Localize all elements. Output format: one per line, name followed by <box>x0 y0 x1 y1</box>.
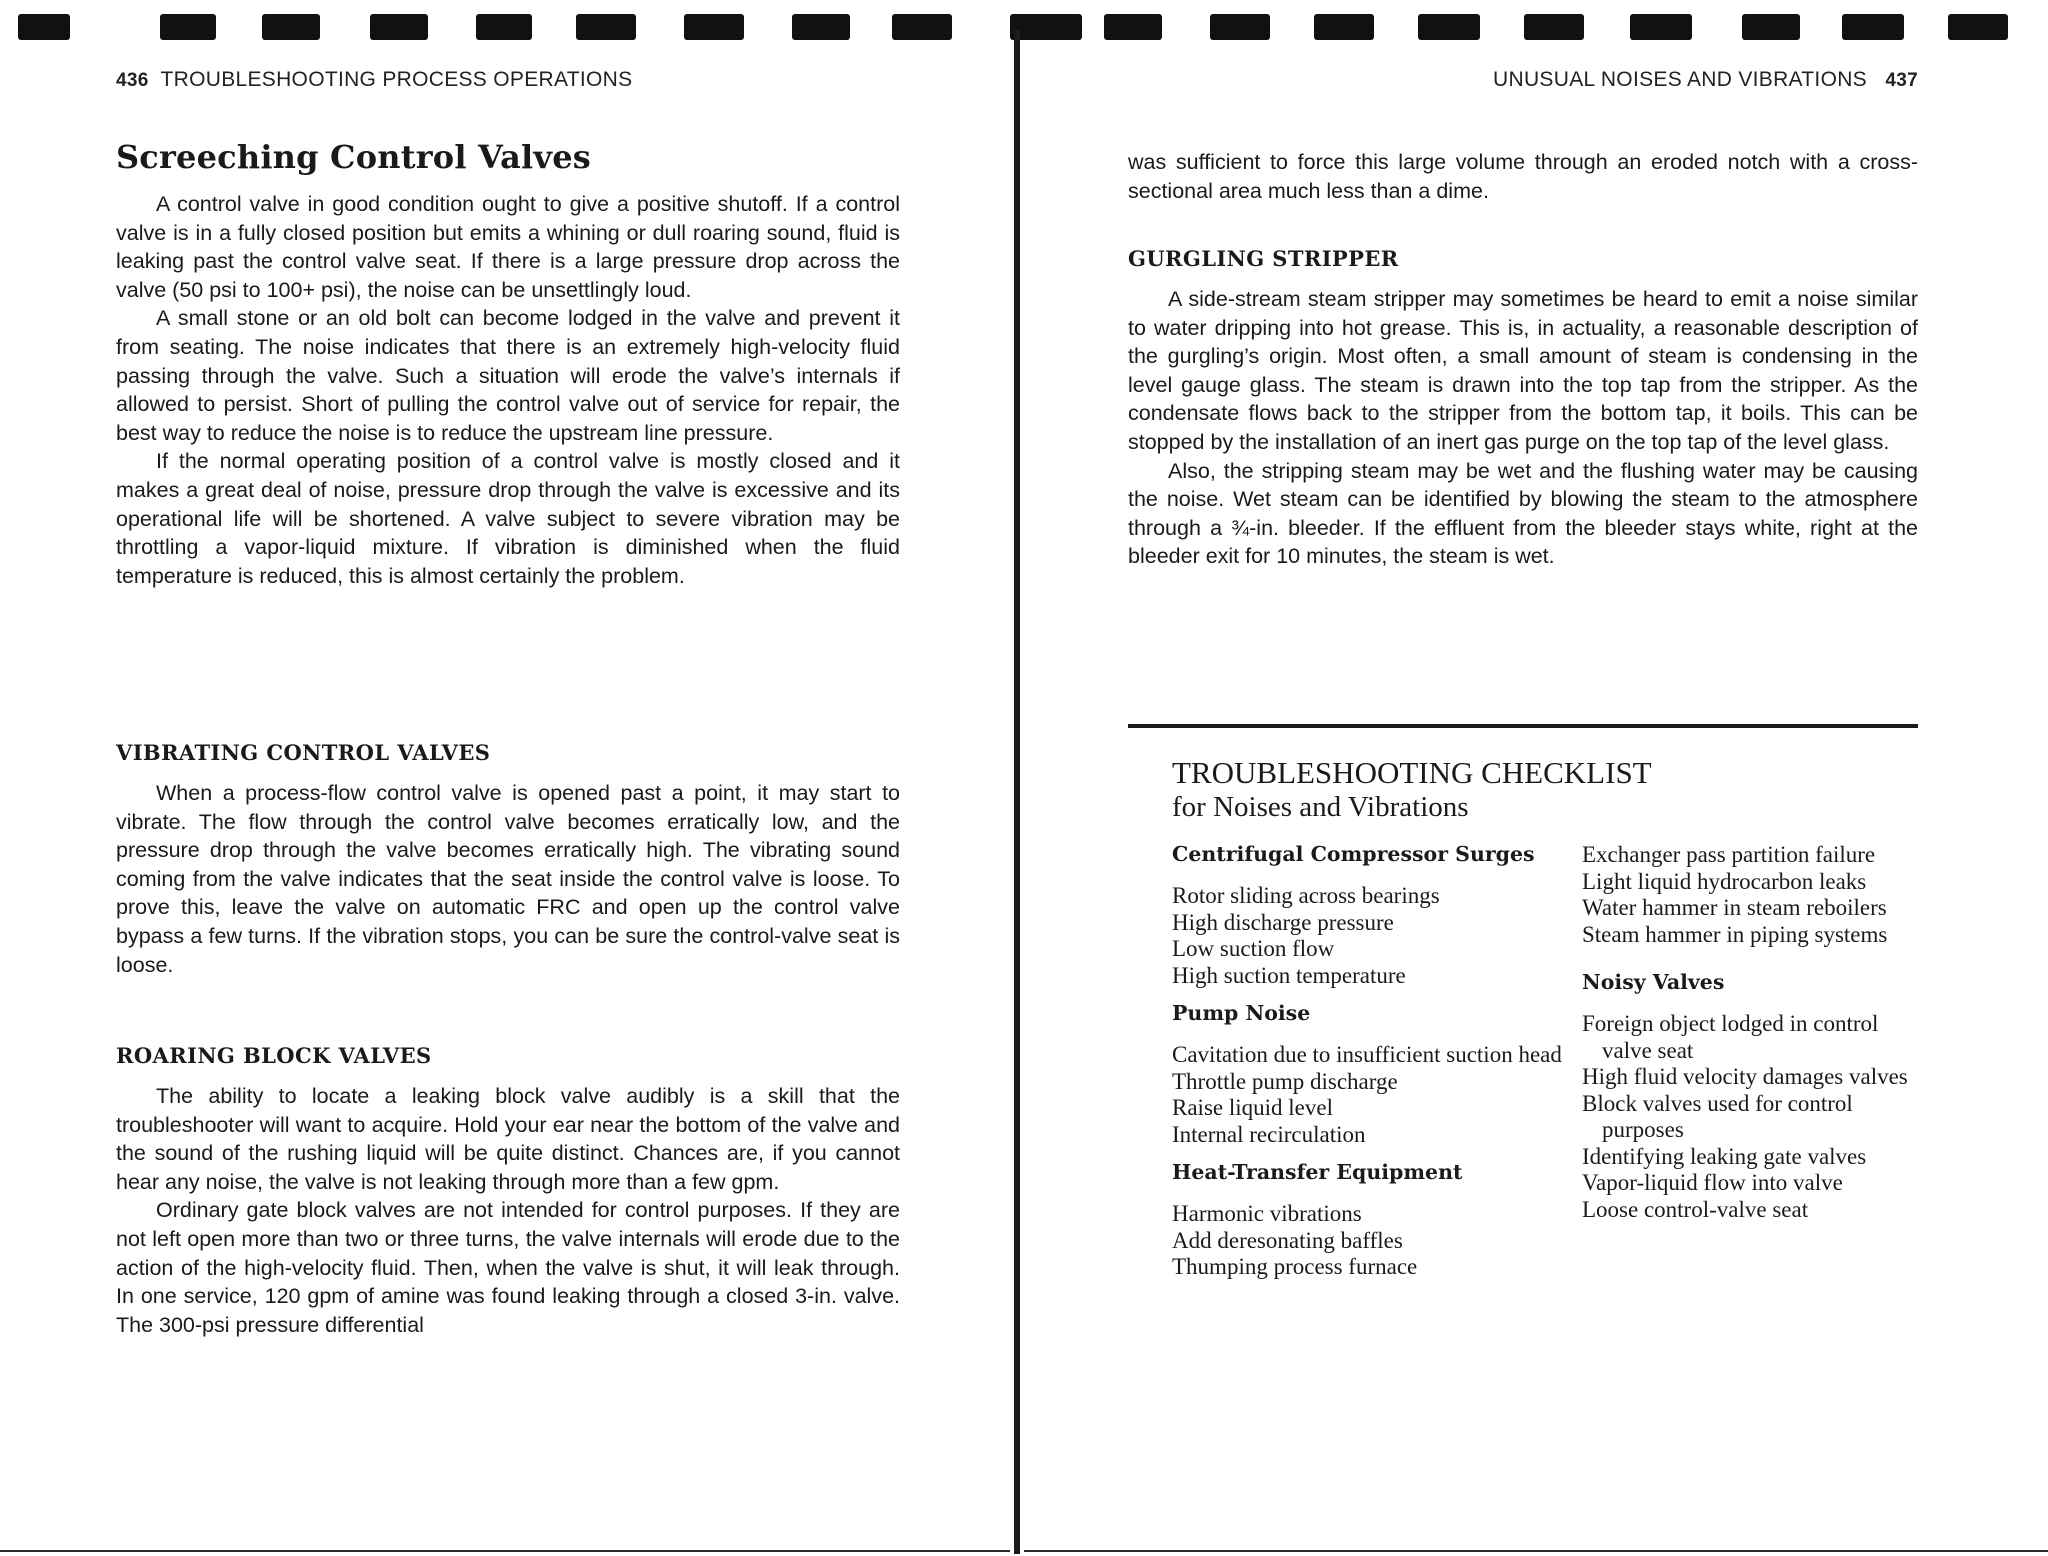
binding-hole <box>892 14 952 40</box>
checklist-group-heading: Pump Noise <box>1172 1001 1311 1025</box>
section-vibrating <box>116 740 900 979</box>
checklist-item: Loose control-valve seat <box>1582 1196 1809 1222</box>
checklist-item: Rotor sliding across bearings <box>1172 883 1440 908</box>
checklist-item: Thumping process furnace <box>1172 1254 1418 1279</box>
running-head <box>116 68 632 92</box>
checklist-item: Vapor-liquid flow into valve <box>1582 1170 1843 1195</box>
paragraph: When a process-flow control valve is opened past a point, it may start to vibrate. The flow through the control valve becomes erratically low, and the pressure drop through the valve becomes erratically high. The vibrating sound coming from the valve indicates that the seat inside the control valve is loose. To prove this, leave the valve on automatic FRC and open up the control valve bypass a few turns. If the vibration stops, you can be sure the control-valve seat is loose. <box>116 781 900 977</box>
checklist-item: Internal recirculation <box>1172 1121 1366 1147</box>
paragraph: A small stone or an old bolt can become lodged in the valve and prevent it from seating. The noise indicates that there is an extremely high-velocity fluid passing through the valve. Such a situation will erode the valve’s internals if allowed to persist. Short of pulling the control valve out of service for repair, the best way to reduce the noise is to reduce the upstream line pressure. <box>116 306 900 445</box>
checklist-item: Foreign object lodged in control valve seat <box>1582 1011 1879 1063</box>
checklist-item: High discharge pressure <box>1172 909 1394 935</box>
page-number: 437 <box>1885 70 1918 91</box>
checklist-group-heading: Noisy Valves <box>1582 970 1725 994</box>
subsection-title: GURGLING STRIPPER <box>1128 246 1399 271</box>
page-number: 436 <box>116 70 149 91</box>
section-screeching <box>116 138 900 590</box>
section-gurgling <box>1128 246 1918 571</box>
subsection-title: ROARING BLOCK VALVES <box>116 1043 432 1068</box>
checklist-item: Water hammer in steam reboilers <box>1582 895 1887 920</box>
running-head-text: UNUSUAL NOISES AND VIBRATIONS <box>1493 68 1867 91</box>
checklist-item: Light liquid hydrocarbon leaks <box>1582 868 1867 894</box>
checklist-item: Harmonic vibrations <box>1172 1201 1362 1226</box>
checklist-item: Steam hammer in piping systems <box>1582 921 1888 947</box>
paragraph: If the normal operating position of a control valve is mostly closed and it makes a great deal of noise, pressure drop through the valve is excessive and its operational life will be shortened. A valve subject to severe vibration may be throttling a vapor-liquid mixture. If vibration is diminished when the fluid temperature is reduced, this is almost certainly the problem. <box>116 449 900 588</box>
left-page <box>116 0 900 1556</box>
checklist-item: Block valves used for control purposes <box>1582 1090 1853 1142</box>
checklist-item: High suction temperature <box>1172 962 1406 988</box>
checklist-subtitle: for Noises and Vibrations <box>1172 791 1469 823</box>
running-head <box>1493 68 1918 92</box>
section-roaring <box>116 1043 900 1339</box>
paragraph: Ordinary gate block valves are not intended for control purposes. If they are not left open more than two or three turns, the valve internals will erode due to the action of the high-velocity fluid. Then, when the valve is shut, it will leak through. In one service, 120 gpm of amine was found leaking through a closed 3-in. valve. The 300-psi pressure differential <box>116 1198 900 1337</box>
checklist-item: High fluid velocity damages valves <box>1582 1064 1908 1089</box>
paragraph: The ability to locate a leaking block valve audibly is a skill that the troubleshooter will want to acquire. Hold your ear near the bottom of the valve and the sound of the rushing liquid will be quite distinct. Chances are, if you cannot hear any noise, the valve is not leaking through more than a few gpm. <box>116 1084 900 1194</box>
checklist-group-heading: Heat-Transfer Equipment <box>1172 1160 1463 1184</box>
paragraph: A control valve in good condition ought to give a positive shutoff. If a control valve is in a fully closed position but emits a whining or dull roaring sound, fluid is leaking past the control valve seat. If there is a large pressure drop across the valve (50 psi to 100+ psi), the noise can be unsettlingly loud. <box>116 192 900 302</box>
paragraph: Also, the stripping steam may be wet and the flushing water may be causing the noise. Wet steam can be identified by blowing the steam to the atmosphere through a ¾-in. bleeder. If the effluent from the bleeder stays white, right at the bleeder exit for 10 minutes, the steam is wet. <box>1128 458 1918 569</box>
checklist-item: Raise liquid level <box>1172 1095 1333 1120</box>
paragraph: was sufficient to force this large volume through an eroded notch with a cross-sectional area much less than a dime. <box>1128 150 1918 203</box>
checklist-item: Exchanger pass partition failure <box>1582 842 1876 867</box>
binding-hole <box>18 14 70 40</box>
checklist-group-heading: Centrifugal Compressor Surges <box>1172 842 1535 866</box>
section-title: Screeching Control Valves <box>116 138 591 176</box>
checklist-item: Low suction flow <box>1172 936 1335 961</box>
checklist-item: Throttle pump discharge <box>1172 1068 1398 1094</box>
continuation <box>1128 148 1918 205</box>
checklist-item: Add deresonating baffles <box>1172 1227 1403 1253</box>
troubleshooting-checklist <box>1172 756 1918 1293</box>
checklist-item: Identifying leaking gate valves <box>1582 1143 1867 1169</box>
running-head-text: TROUBLESHOOTING PROCESS OPERATIONS <box>160 68 633 91</box>
checklist-item: Cavitation due to insufficient suction head <box>1172 1042 1562 1067</box>
checklist-column-2 <box>1582 842 1918 1293</box>
subsection-title: VIBRATING CONTROL VALVES <box>116 740 491 765</box>
right-page <box>1128 0 1918 1556</box>
binding-hole <box>1010 14 1082 40</box>
checklist-column-1 <box>1172 842 1582 1293</box>
binding-hole <box>1948 14 2008 40</box>
book-spine <box>1014 30 1020 1554</box>
checklist-rule <box>1128 724 1918 728</box>
checklist-title: TROUBLESHOOTING CHECKLIST <box>1172 755 1652 790</box>
paragraph: A side-stream steam stripper may sometimes be heard to emit a noise similar to water dripping into hot grease. This is, in actuality, a reasonable description of the gurgling’s origin. Most often, a small amount of steam is condensing in the level gauge glass. The steam is drawn into the top tap from the stripper. As the condensate flows back to the stripper from the bottom tap, it boils. This can be stopped by the installation of an inert gas purge on the top tap of the level glass. <box>1128 287 1918 454</box>
